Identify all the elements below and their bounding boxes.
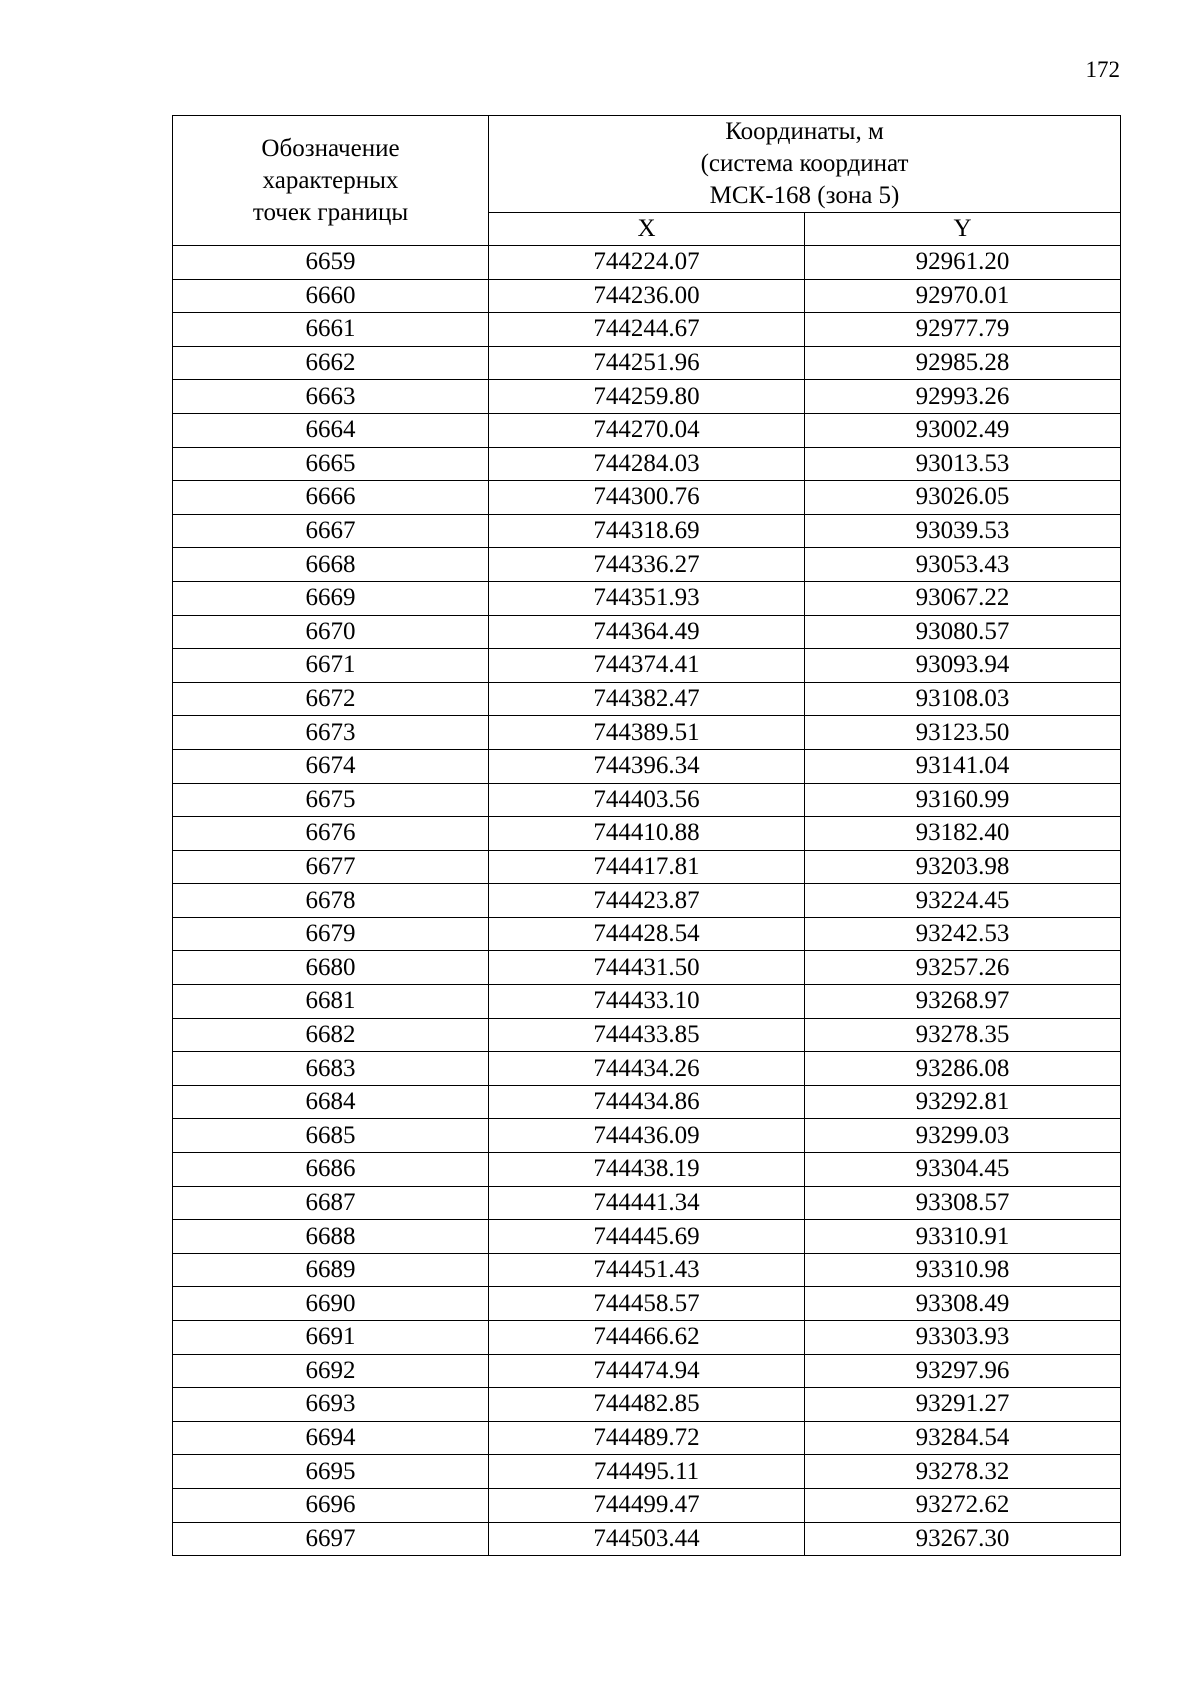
y-coordinate-cell: 93304.45 [805, 1153, 1121, 1187]
table-row [173, 817, 1121, 851]
x-coordinate-cell: 744499.47 [489, 1488, 805, 1522]
point-number-cell: 6678 [173, 884, 489, 918]
point-number-cell: 6684 [173, 1085, 489, 1119]
point-number-cell: 6689 [173, 1253, 489, 1287]
x-coordinate-cell: 744438.19 [489, 1153, 805, 1187]
table-row [173, 1186, 1121, 1220]
point-number-cell: 6696 [173, 1488, 489, 1522]
table-row [173, 1455, 1121, 1489]
table-row [173, 246, 1121, 280]
x-coordinate-cell: 744336.27 [489, 548, 805, 582]
table-row [173, 380, 1121, 414]
x-coordinate-cell: 744423.87 [489, 884, 805, 918]
point-number-cell: 6682 [173, 1018, 489, 1052]
y-coordinate-cell: 93123.50 [805, 716, 1121, 750]
x-coordinate-cell: 744451.43 [489, 1253, 805, 1287]
x-column-header: X [489, 213, 805, 246]
x-coordinate-cell: 744434.26 [489, 1052, 805, 1086]
table-row [173, 279, 1121, 313]
y-coordinate-cell: 93067.22 [805, 581, 1121, 615]
point-number-cell: 6659 [173, 246, 489, 280]
table-row [173, 1488, 1121, 1522]
point-number-cell: 6674 [173, 749, 489, 783]
table-header [173, 116, 1121, 246]
y-column-header: Y [805, 213, 1121, 246]
y-coordinate-cell: 93267.30 [805, 1522, 1121, 1556]
point-number-cell: 6679 [173, 917, 489, 951]
x-coordinate-cell: 744503.44 [489, 1522, 805, 1556]
table-row [173, 1119, 1121, 1153]
table-row [173, 649, 1121, 683]
point-number-cell: 6688 [173, 1220, 489, 1254]
x-coordinate-cell: 744431.50 [489, 951, 805, 985]
point-number-cell: 6671 [173, 649, 489, 683]
x-coordinate-cell: 744428.54 [489, 917, 805, 951]
point-number-cell: 6681 [173, 985, 489, 1019]
y-coordinate-cell: 93108.03 [805, 682, 1121, 716]
y-coordinate-cell: 93272.62 [805, 1488, 1121, 1522]
point-number-cell: 6669 [173, 581, 489, 615]
point-number-cell: 6692 [173, 1354, 489, 1388]
y-coordinate-cell: 93308.49 [805, 1287, 1121, 1321]
table-row [173, 884, 1121, 918]
y-coordinate-cell: 93242.53 [805, 917, 1121, 951]
coordinates-header-line: МСК-168 (зона 5) [709, 182, 900, 209]
table-row [173, 749, 1121, 783]
x-coordinate-cell: 744396.34 [489, 749, 805, 783]
table-row [173, 985, 1121, 1019]
x-coordinate-cell: 744382.47 [489, 682, 805, 716]
designation-header-line: Обозначение [261, 134, 400, 162]
coordinates-table [172, 115, 1121, 1556]
x-coordinate-cell: 744374.41 [489, 649, 805, 683]
x-coordinate-cell: 744417.81 [489, 850, 805, 884]
table-row [173, 1287, 1121, 1321]
x-coordinate-cell: 744236.00 [489, 279, 805, 313]
coordinates-header-line: Координаты, м [725, 118, 884, 145]
y-coordinate-cell: 93053.43 [805, 548, 1121, 582]
y-coordinate-cell: 93160.99 [805, 783, 1121, 817]
point-number-cell: 6670 [173, 615, 489, 649]
y-coordinate-cell: 93093.94 [805, 649, 1121, 683]
table-row [173, 514, 1121, 548]
x-coordinate-cell: 744403.56 [489, 783, 805, 817]
y-coordinate-cell: 93203.98 [805, 850, 1121, 884]
point-number-cell: 6668 [173, 548, 489, 582]
x-coordinate-cell: 744300.76 [489, 481, 805, 515]
designation-header [173, 116, 489, 246]
point-number-cell: 6690 [173, 1287, 489, 1321]
point-number-cell: 6697 [173, 1522, 489, 1556]
table-row [173, 1052, 1121, 1086]
y-coordinate-cell: 93182.40 [805, 817, 1121, 851]
point-number-cell: 6666 [173, 481, 489, 515]
y-coordinate-cell: 93278.35 [805, 1018, 1121, 1052]
table-row [173, 1018, 1121, 1052]
x-coordinate-cell: 744433.10 [489, 985, 805, 1019]
y-coordinate-cell: 93039.53 [805, 514, 1121, 548]
point-number-cell: 6683 [173, 1052, 489, 1086]
y-coordinate-cell: 93224.45 [805, 884, 1121, 918]
x-coordinate-cell: 744495.11 [489, 1455, 805, 1489]
point-number-cell: 6676 [173, 817, 489, 851]
coordinates-header-line: (система координат [700, 150, 909, 177]
table-row [173, 548, 1121, 582]
y-coordinate-cell: 93080.57 [805, 615, 1121, 649]
x-coordinate-cell: 744259.80 [489, 380, 805, 414]
table-row [173, 313, 1121, 347]
point-number-cell: 6687 [173, 1186, 489, 1220]
point-number-cell: 6667 [173, 514, 489, 548]
y-coordinate-cell: 93278.32 [805, 1455, 1121, 1489]
table-row [173, 1220, 1121, 1254]
table-row [173, 447, 1121, 481]
x-coordinate-cell: 744489.72 [489, 1421, 805, 1455]
y-coordinate-cell: 92961.20 [805, 246, 1121, 280]
x-coordinate-cell: 744436.09 [489, 1119, 805, 1153]
point-number-cell: 6686 [173, 1153, 489, 1187]
point-number-cell: 6675 [173, 783, 489, 817]
table-row [173, 850, 1121, 884]
y-coordinate-cell: 93013.53 [805, 447, 1121, 481]
point-number-cell: 6677 [173, 850, 489, 884]
x-coordinate-cell: 744441.34 [489, 1186, 805, 1220]
y-coordinate-cell: 93284.54 [805, 1421, 1121, 1455]
x-coordinate-cell: 744482.85 [489, 1388, 805, 1422]
point-number-cell: 6672 [173, 682, 489, 716]
table-body [173, 246, 1121, 1556]
table-row [173, 346, 1121, 380]
x-coordinate-cell: 744364.49 [489, 615, 805, 649]
y-coordinate-cell: 93310.91 [805, 1220, 1121, 1254]
y-coordinate-cell: 93291.27 [805, 1388, 1121, 1422]
y-coordinate-cell: 92977.79 [805, 313, 1121, 347]
table-row [173, 1354, 1121, 1388]
x-coordinate-cell: 744445.69 [489, 1220, 805, 1254]
table-row [173, 1388, 1121, 1422]
table-row [173, 615, 1121, 649]
y-coordinate-cell: 93268.97 [805, 985, 1121, 1019]
y-coordinate-cell: 93303.93 [805, 1321, 1121, 1355]
point-number-cell: 6663 [173, 380, 489, 414]
x-coordinate-cell: 744474.94 [489, 1354, 805, 1388]
y-coordinate-cell: 93286.08 [805, 1052, 1121, 1086]
point-number-cell: 6661 [173, 313, 489, 347]
y-coordinate-cell: 93002.49 [805, 413, 1121, 447]
x-coordinate-cell: 744351.93 [489, 581, 805, 615]
table-row [173, 1153, 1121, 1187]
header-row [173, 116, 1121, 213]
y-coordinate-cell: 93308.57 [805, 1186, 1121, 1220]
point-number-cell: 6680 [173, 951, 489, 985]
table-row [173, 481, 1121, 515]
point-number-cell: 6694 [173, 1421, 489, 1455]
point-number-cell: 6664 [173, 413, 489, 447]
x-coordinate-cell: 744389.51 [489, 716, 805, 750]
y-coordinate-cell: 92970.01 [805, 279, 1121, 313]
designation-header-line: характерных [262, 166, 399, 194]
point-number-cell: 6660 [173, 279, 489, 313]
x-coordinate-cell: 744284.03 [489, 447, 805, 481]
point-number-cell: 6691 [173, 1321, 489, 1355]
table-row [173, 1522, 1121, 1556]
page-number: 172 [1085, 57, 1120, 82]
x-coordinate-cell: 744458.57 [489, 1287, 805, 1321]
table-row [173, 1253, 1121, 1287]
x-coordinate-cell: 744466.62 [489, 1321, 805, 1355]
y-coordinate-cell: 93292.81 [805, 1085, 1121, 1119]
table-row [173, 716, 1121, 750]
y-coordinate-cell: 93141.04 [805, 749, 1121, 783]
coordinates-header [489, 116, 1121, 213]
x-coordinate-cell: 744251.96 [489, 346, 805, 380]
table-row [173, 917, 1121, 951]
y-coordinate-cell: 93257.26 [805, 951, 1121, 985]
table-row [173, 1085, 1121, 1119]
x-coordinate-cell: 744433.85 [489, 1018, 805, 1052]
table-row [173, 413, 1121, 447]
table-row [173, 581, 1121, 615]
x-coordinate-cell: 744410.88 [489, 817, 805, 851]
point-number-cell: 6685 [173, 1119, 489, 1153]
table-row [173, 682, 1121, 716]
point-number-cell: 6662 [173, 346, 489, 380]
point-number-cell: 6693 [173, 1388, 489, 1422]
table-row [173, 783, 1121, 817]
point-number-cell: 6665 [173, 447, 489, 481]
x-coordinate-cell: 744434.86 [489, 1085, 805, 1119]
x-coordinate-cell: 744318.69 [489, 514, 805, 548]
y-coordinate-cell: 93299.03 [805, 1119, 1121, 1153]
x-coordinate-cell: 744270.04 [489, 413, 805, 447]
y-coordinate-cell: 93297.96 [805, 1354, 1121, 1388]
y-coordinate-cell: 93026.05 [805, 481, 1121, 515]
table-row [173, 1421, 1121, 1455]
designation-header-line: точек границы [252, 198, 409, 226]
y-coordinate-cell: 92993.26 [805, 380, 1121, 414]
y-coordinate-cell: 92985.28 [805, 346, 1121, 380]
x-coordinate-cell: 744224.07 [489, 246, 805, 280]
point-number-cell: 6695 [173, 1455, 489, 1489]
x-coordinate-cell: 744244.67 [489, 313, 805, 347]
table-row [173, 1321, 1121, 1355]
point-number-cell: 6673 [173, 716, 489, 750]
y-coordinate-cell: 93310.98 [805, 1253, 1121, 1287]
table-row [173, 951, 1121, 985]
